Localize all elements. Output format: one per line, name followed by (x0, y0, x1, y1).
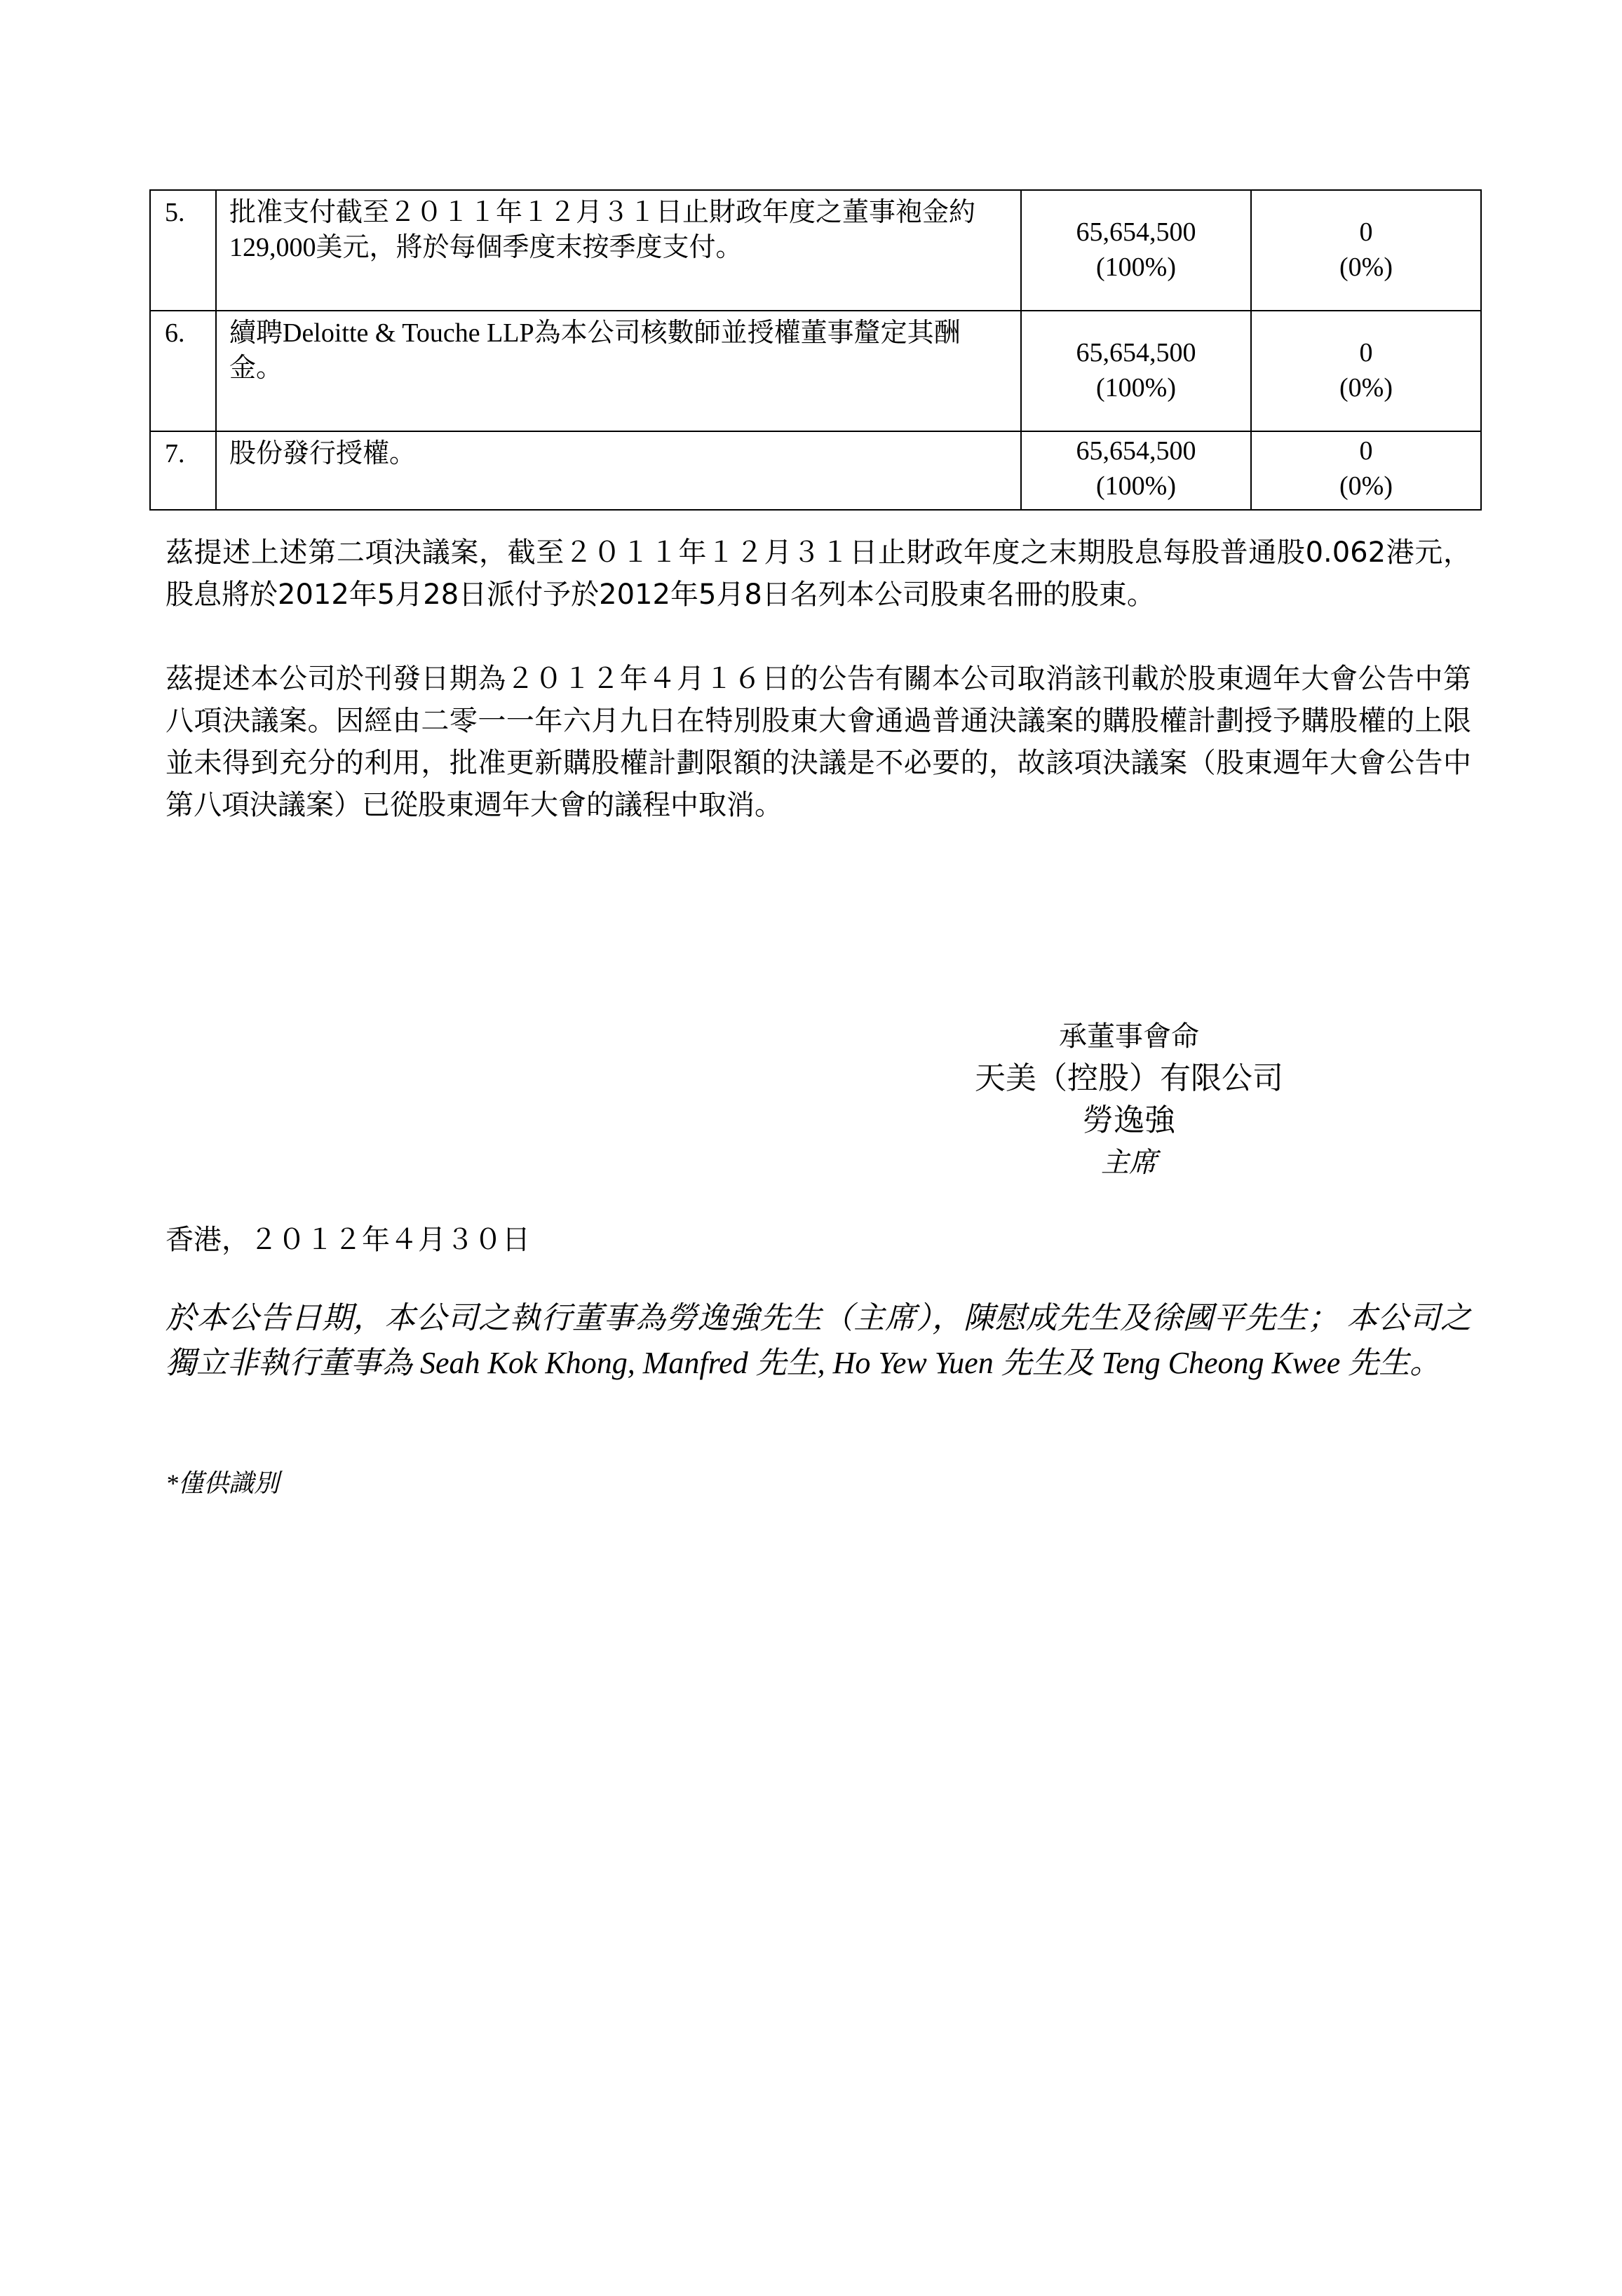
votes-for-percent: (100%) (1096, 252, 1176, 282)
votes-against-percent: (0%) (1339, 252, 1393, 282)
signatory-name: 勞逸強 (1083, 1102, 1175, 1138)
votes-for-cell (1021, 431, 1251, 510)
votes-against-count: 0 (1359, 217, 1373, 247)
resolution-number: 7. (150, 431, 216, 510)
votes-against-cell (1251, 311, 1481, 431)
votes-for-count: 65,654,500 (1076, 338, 1196, 367)
by-order-of-board: 承董事會命 (1059, 1020, 1199, 1053)
votes-against-cell (1251, 190, 1481, 311)
resolution-description: 股份發行授權。 (216, 431, 1021, 510)
identification-footnote: *僅供識別 (165, 1469, 280, 1497)
votes-against-percent: (0%) (1339, 471, 1393, 501)
votes-for-percent: (100%) (1096, 471, 1176, 501)
signatory-title: 主席 (1101, 1147, 1157, 1179)
resolution-number: 6. (150, 311, 216, 431)
resolution-description: 續聘Deloitte & Touche LLP為本公司核數師並授權董事釐定其酬金。 (216, 311, 1021, 431)
resolution-description: 批准支付截至２０１１年１２月３１日止財政年度之董事袍金約129,000美元，將於每個季度末按季度支付。 (216, 190, 1021, 311)
resolution-cancellation-paragraph: 茲提述本公司於刊發日期為２０１２年４月１６日的公告有關本公司取消該刊載於股東週年大會公告中第八項決議案。因經由二零一一年六月九日在特別股東大會通過普通決議案的購股權計劃授予購股權的上限並未得到充分的利用，批准更新購股權計劃限額的決議是不必要的，故該項決議案（股東週年大會公告中第八項決議案）已從股東週年大會的議程中取消。 (165, 663, 1471, 821)
votes-for-cell (1021, 190, 1251, 311)
votes-for-count: 65,654,500 (1076, 217, 1196, 247)
table-row (150, 431, 1481, 510)
place-and-date: 香港，２０１２年４月３０日 (165, 1224, 530, 1256)
votes-against-percent: (0%) (1339, 373, 1393, 403)
table-row (150, 190, 1481, 311)
votes-for-percent: (100%) (1096, 373, 1176, 403)
table-row (150, 311, 1481, 431)
resolution-number: 5. (150, 190, 216, 311)
poll-results-table (149, 189, 1482, 511)
company-name: 天美（控股）有限公司 (975, 1060, 1283, 1096)
board-composition-statement: 於本公告日期，本公司之執行董事為勞逸強先生（主席），陳慰成先生及徐國平先生； 本公司之獨立非執行董事為 Seah Kok Khong, Manfred 先生, Ho Yew Yuen 先生及 Teng Cheong Kwee 先生。 (165, 1301, 1471, 1380)
votes-against-count: 0 (1359, 436, 1373, 466)
votes-for-count: 65,654,500 (1076, 436, 1196, 466)
dividend-paragraph: 茲提述上述第二項決議案，截至２０１１年１２月３１日止財政年度之末期股息每股普通股0.062港元，股息將於2012年5月28日派付予於2012年5月8日名列本公司股東名冊的股東。 (165, 536, 1471, 611)
votes-against-cell (1251, 431, 1481, 510)
votes-against-count: 0 (1359, 338, 1373, 367)
votes-for-cell (1021, 311, 1251, 431)
